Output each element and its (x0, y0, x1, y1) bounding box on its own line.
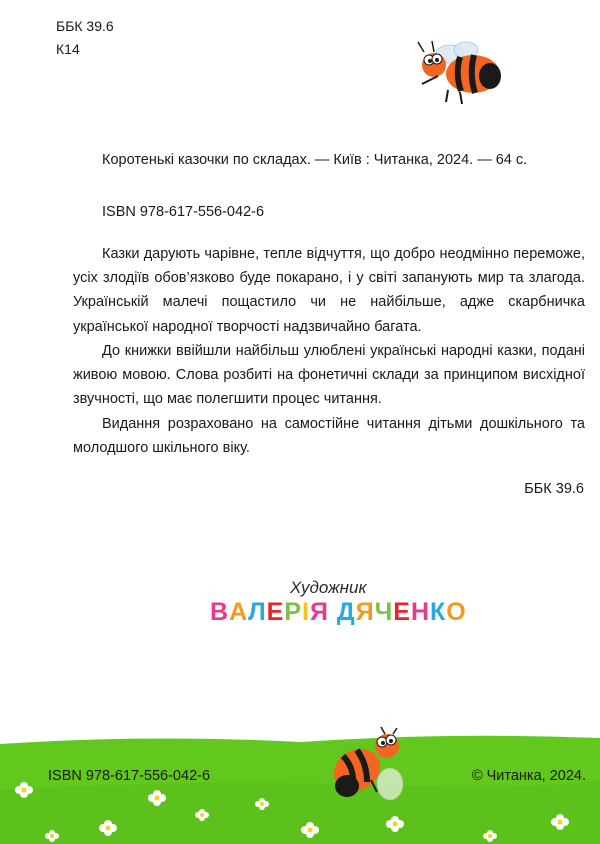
annotation-paragraph-3: Видання розраховано на самостійне читання дітьми дошкільного та молодшого шкільного віку. (73, 416, 585, 457)
bee-illustration-top (408, 38, 508, 108)
artist-name-letter: О (446, 598, 467, 626)
artist-name-letter (329, 598, 337, 627)
author-mark: К14 (56, 41, 80, 57)
artist-name-letter: А (229, 598, 249, 626)
artist-name-letter: Р (284, 598, 303, 626)
bbk-code-top: ББК 39.6 (56, 18, 114, 34)
artist-name-letter: Я (310, 598, 329, 626)
artist-role: Художник (290, 578, 367, 597)
artist-name-letter: Е (266, 598, 285, 626)
artist-name-letter: Д (336, 598, 356, 626)
annotation-paragraph-1: Казки дарують чарівне, тепле відчуття, що добро неодмінно переможе, усіх злодіїв обов’язково буде покарано, і у світі запанують мир та злагода. Українській малечі пощастило чи не найбільше, адже скарбничка української народної творчості надзвичайно багата. (73, 246, 585, 335)
bibliographic-description: Коротенькі казочки по складах. — Київ : Читанка, 2024. — 64 с. (102, 152, 528, 168)
artist-name-letter: Е (393, 598, 411, 626)
isbn-top: ISBN 978-617-556-042-6 (102, 204, 265, 220)
artist-name-letter: Ч (374, 598, 394, 626)
artist-name-letter: І (302, 598, 310, 626)
artist-name (210, 598, 467, 627)
copyright: © Читанка, 2024. (471, 768, 586, 784)
annotation-paragraph-2: До книжки ввійшли найбільш улюблені українські народні казки, подані живою мовою. Слова розбиті на фонетичні склади за принципом висхідної звучності, що має полегшити процес читання. (73, 343, 585, 408)
artist-name-letter: В (210, 598, 230, 626)
bbk-code-bottom: ББК 39.6 (524, 481, 584, 497)
artist-name-letter: Н (410, 598, 431, 626)
isbn-bottom: ISBN 978-617-556-042-6 (48, 768, 211, 784)
bee-illustration-bottom (325, 726, 415, 806)
artist-name-letter: К (430, 598, 447, 626)
artist-name-letter: Л (248, 598, 267, 626)
artist-name-letter: Я (355, 598, 375, 626)
